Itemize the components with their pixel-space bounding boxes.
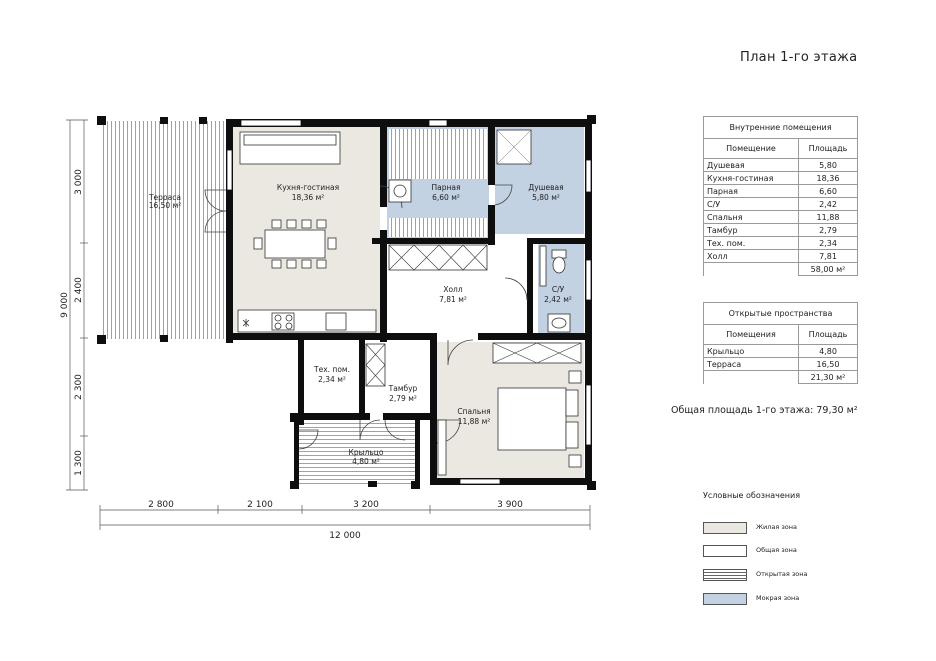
open-total: 21,30 м² <box>799 371 858 384</box>
hall-area: 7,81 м² <box>439 295 467 304</box>
room-cell: С/У <box>704 198 799 211</box>
room-cell: Парная <box>704 185 799 198</box>
terrace-area: 16,50 м² <box>148 201 182 210</box>
total-floor-area: Общая площадь 1-го этажа: 79,30 м² <box>671 405 858 416</box>
room-cell: Крыльцо <box>704 345 799 358</box>
table-row <box>704 172 858 185</box>
bed <box>498 388 566 450</box>
room-cell: Холл <box>704 250 799 263</box>
table-row <box>704 211 858 224</box>
room-cell: Кухня-гостиная <box>704 172 799 185</box>
room-cell: Спальня <box>704 211 799 224</box>
table-row <box>704 159 858 172</box>
vestibule-name: Тамбур <box>388 384 418 393</box>
bedroom-wardrobe <box>493 343 581 363</box>
dim-total-left: 9 000 <box>60 292 70 318</box>
area-cell: 2,42 <box>799 198 858 211</box>
bedroom-area: 11,88 м² <box>457 417 491 426</box>
legend-label-living: Жилая зона <box>756 523 798 531</box>
dim-left-3: 2 300 <box>74 374 84 400</box>
room-cell: Тамбур <box>704 224 799 237</box>
sofa <box>240 132 340 164</box>
dim-total-bottom: 12 000 <box>329 531 361 541</box>
wc-name: С/У <box>551 285 565 294</box>
tech-area: 2,34 м² <box>318 375 346 384</box>
page-title: План 1-го этажа <box>740 50 858 65</box>
room-cell: Душевая <box>704 159 799 172</box>
wet-zone-swatch <box>703 593 747 605</box>
indoor-rooms-table <box>703 116 858 276</box>
kitchen-counter <box>238 310 376 332</box>
area-cell: 6,60 <box>799 185 858 198</box>
porch-name: Крыльцо <box>348 448 384 457</box>
sink <box>326 313 346 330</box>
kitchen-area: 18,36 м² <box>291 193 325 202</box>
common-zone-swatch <box>703 545 747 557</box>
indoor-col-room: Помещение <box>704 139 799 159</box>
dim-bottom-1: 2 800 <box>148 500 174 510</box>
open-table-caption: Открытые пространства <box>704 303 858 325</box>
table-row <box>704 358 858 371</box>
steam-area: 6,60 м² <box>432 193 460 202</box>
hall-name: Холл <box>443 285 463 294</box>
shower-area: 5,80 м² <box>532 193 560 202</box>
open-spaces-table <box>703 302 858 384</box>
room-cell: Терраса <box>704 358 799 371</box>
legend-title: Условные обозначения <box>703 491 801 500</box>
steam-name: Парная <box>431 183 461 192</box>
dim-bottom-4: 3 900 <box>497 500 523 510</box>
table-total-row <box>704 263 858 276</box>
bedroom-name: Спальня <box>457 407 491 416</box>
dim-bottom-2: 2 100 <box>247 500 273 510</box>
room-cell: Тех. пом. <box>704 237 799 250</box>
area-cell: 5,80 <box>799 159 858 172</box>
table-row <box>704 237 858 250</box>
indoor-table-caption: Внутренние помещения <box>704 117 858 139</box>
hall-wardrobe <box>389 245 487 270</box>
terrace-name: Терраса <box>148 193 182 202</box>
dining-table <box>265 230 325 258</box>
area-cell: 7,81 <box>799 250 858 263</box>
porch-area: 4,80 м² <box>352 457 380 466</box>
area-cell: 11,88 <box>799 211 858 224</box>
shower-name: Душевая <box>528 183 564 192</box>
terrace-floor <box>102 121 226 339</box>
dim-left-1: 3 000 <box>74 169 84 195</box>
table-row <box>704 345 858 358</box>
open-zone-swatch <box>703 569 747 581</box>
legend-label-wet: Мокрая зона <box>756 594 800 602</box>
indoor-total: 58,00 м² <box>799 263 858 276</box>
table-row <box>704 250 858 263</box>
area-cell: 18,36 <box>799 172 858 185</box>
area-cell: 4,80 <box>799 345 858 358</box>
kitchen-name: Кухня-гостиная <box>276 183 340 192</box>
dim-left-2: 2 400 <box>74 277 84 303</box>
legend-label-open: Открытая зона <box>756 570 808 578</box>
area-cell: 16,50 <box>799 358 858 371</box>
legend-label-common: Общая зона <box>756 546 797 554</box>
table-row <box>704 185 858 198</box>
dim-left-4: 1 300 <box>74 450 84 476</box>
table-row <box>704 224 858 237</box>
table-total-row <box>704 371 858 384</box>
bedroom-desk <box>438 420 446 475</box>
table-row <box>704 198 858 211</box>
open-col-room: Помещения <box>704 325 799 345</box>
vestibule-area: 2,79 м² <box>389 394 417 403</box>
tech-name: Тех. пом. <box>314 365 350 374</box>
area-cell: 2,79 <box>799 224 858 237</box>
indoor-col-area: Площадь <box>799 139 858 159</box>
wc-cabinet <box>540 246 546 286</box>
wc-area: 2,42 м² <box>544 295 572 304</box>
fireplace <box>389 180 411 202</box>
living-zone-swatch <box>703 522 747 534</box>
steam-bench-bottom <box>389 218 487 237</box>
open-col-area: Площадь <box>799 325 858 345</box>
vestibule-wardrobe <box>366 344 385 386</box>
area-cell: 2,34 <box>799 237 858 250</box>
dim-bottom-3: 3 200 <box>353 500 379 510</box>
steam-bench-top <box>389 129 487 179</box>
